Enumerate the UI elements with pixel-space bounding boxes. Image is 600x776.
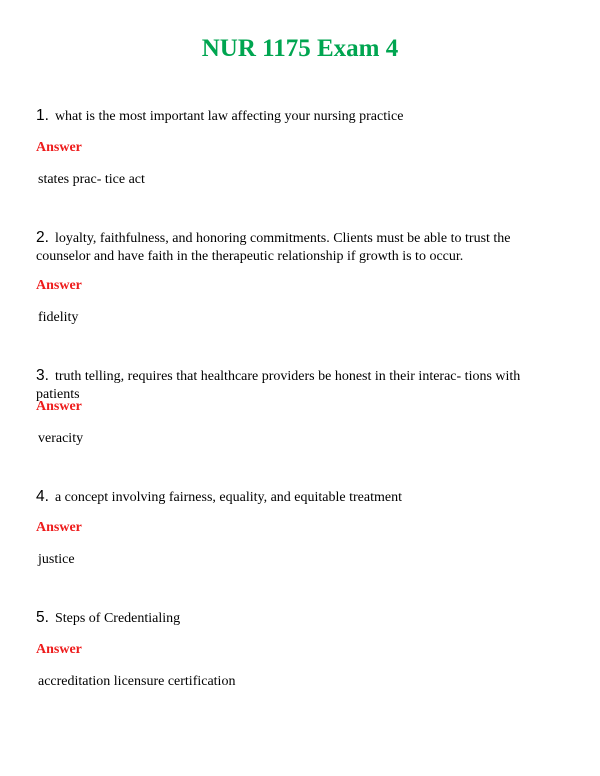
answer-text: justice [38,552,75,567]
answer-label: Answer [36,140,82,155]
question-number: 1. [36,107,49,124]
answer-text: veracity [38,431,84,446]
question-text-row [36,609,566,628]
answer-text: states prac- tice act [38,172,145,187]
question-item [36,488,566,578]
answer-label: Answer [36,520,82,535]
answer-label: Answer [36,399,82,414]
question-item [36,229,566,339]
question-text-row [36,107,566,126]
question-text: truth telling, requires that healthcare providers be honest in their interac- tions with patients [36,369,521,402]
answer-text: accreditation licensure certification [38,674,236,689]
question-item [36,107,566,197]
question-number: 5. [36,609,49,626]
answer-text: fidelity [38,310,79,325]
question-text: Steps of Credentialing [54,611,181,626]
question-text: a concept involving fairness, equality, and equitable treatment [54,490,402,505]
question-number: 4. [36,488,49,505]
document-title: NUR 1175 Exam 4 [201,35,399,62]
question-text: loyalty, faithfulness, and honoring commitments. Clients must be able to trust the counselor and have faith in the therapeutic relationship if growth is to occur. [36,231,511,264]
question-text-row [36,488,566,507]
answer-label: Answer [36,278,82,293]
question-item [36,367,566,457]
question-number: 3. [36,367,49,384]
question-text-row [36,367,566,404]
question-item [36,609,566,699]
answer-label: Answer [36,642,82,657]
question-text-row [36,229,566,266]
question-number: 2. [36,229,49,246]
question-text: what is the most important law affecting your nursing practice [54,109,404,124]
